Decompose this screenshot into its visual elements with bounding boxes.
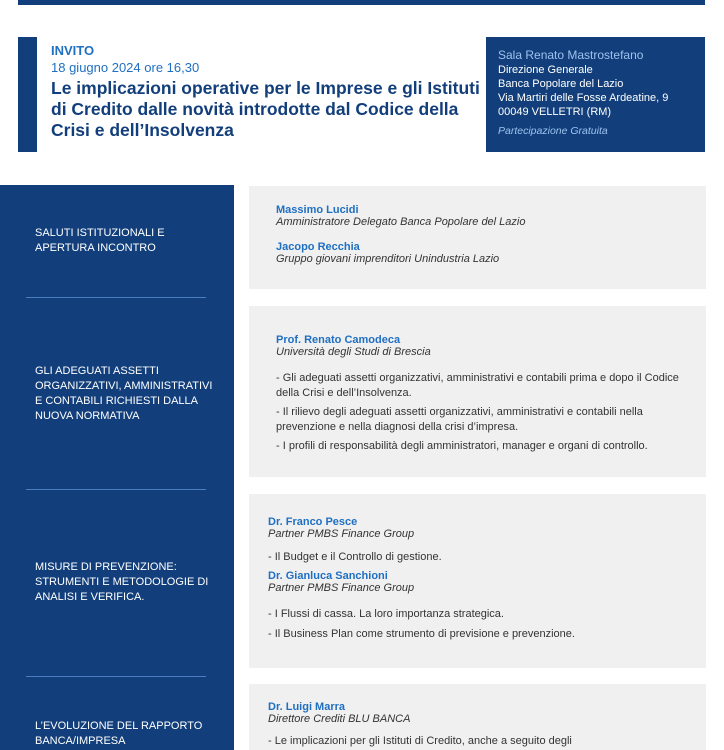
speaker-name: Jacopo Recchia [276,241,360,253]
speaker-name: Massimo Lucidi [276,204,359,216]
header-accent-bar [18,37,37,152]
agenda-card [249,306,706,477]
agenda-card [249,684,706,750]
section-divider [26,489,206,490]
section-divider [26,676,206,677]
speaker-role: Amministratore Delegato Banca Popolare del Lazio [276,216,526,228]
speaker-name: Dr. Luigi Marra [268,701,346,713]
invite-label: INVITO [51,43,95,58]
speaker-role: Direttore Crediti BLU BANCA [268,713,411,725]
topic-bullet: - Il Business Plan come strumento di previsione e prevenzione. [268,628,575,640]
top-rule [18,0,705,5]
event-title: Le implicazioni operative per le Imprese e gli Istituti di Credito dalle novità introdotte dal Codice della Crisi e dell’Insolvenza [51,78,480,140]
section-divider [26,297,206,298]
topic-bullet: - I Flussi di cassa. La loro importanza strategica. [268,608,504,620]
venue-name: Sala Renato Mastrostefano [498,48,644,62]
event-header [18,37,480,152]
venue-box [486,37,705,152]
venue-line: 00049 VELLETRI (RM) [498,106,612,118]
speaker-role: Partner PMBS Finance Group [268,582,415,594]
venue-line: Direzione Generale [498,64,593,76]
speaker-role: Partner PMBS Finance Group [268,528,415,540]
speaker-name: Prof. Renato Camodeca [276,334,401,346]
agenda-card [249,186,706,289]
speaker-role: Università degli Studi di Brescia [276,346,431,358]
section-title: SALUTI ISTITUZIONALI E APERTURA INCONTRO [35,227,165,254]
topic-bullet: - Il Budget e il Controllo di gestione. [268,551,442,563]
venue-line: Via Martiri delle Fosse Ardeatine, 9 [498,92,669,104]
section-title: MISURE DI PREVENZIONE: STRUMENTI E METODOLOGIE DI ANALISI E VERIFICA. [35,561,209,603]
agenda-sidebar [0,185,234,750]
section-title: L’EVOLUZIONE DEL RAPPORTO BANCA/IMPRESA [35,720,203,747]
speaker-role: Gruppo giovani imprenditori Unindustria Lazio [276,253,500,265]
agenda-card [249,494,706,668]
speaker-name: Dr. Gianluca Sanchioni [268,570,388,582]
topic-bullet: - Gli adeguati assetti organizzativi, amministrativi e contabili prima e dopo il Codice della Crisi e dell’Insolvenza. [276,372,679,399]
event-date: 18 giugno 2024 ore 16,30 [51,60,200,75]
topic-bullet: - I profili di responsabilità degli amministratori, manager e organi di controllo. [276,440,648,452]
participation-note: Partecipazione Gratuita [498,125,608,137]
topic-bullet: - Le implicazioni per gli Istituti di Credito, anche a seguito degli [268,735,572,747]
speaker-name: Dr. Franco Pesce [268,516,358,528]
venue-line: Banca Popolare del Lazio [498,78,624,90]
topic-bullet: - Il rilievo degli adeguati assetti organizzativi, amministrativi e contabili nella prevenzione e nella diagnosi della crisi d’impresa. [276,406,643,433]
section-title: GLI ADEGUATI ASSETTI ORGANIZZATIVI, AMMINISTRATIVI E CONTABILI RICHIESTI DALLA NUOVA NORMATIVA [35,365,213,422]
